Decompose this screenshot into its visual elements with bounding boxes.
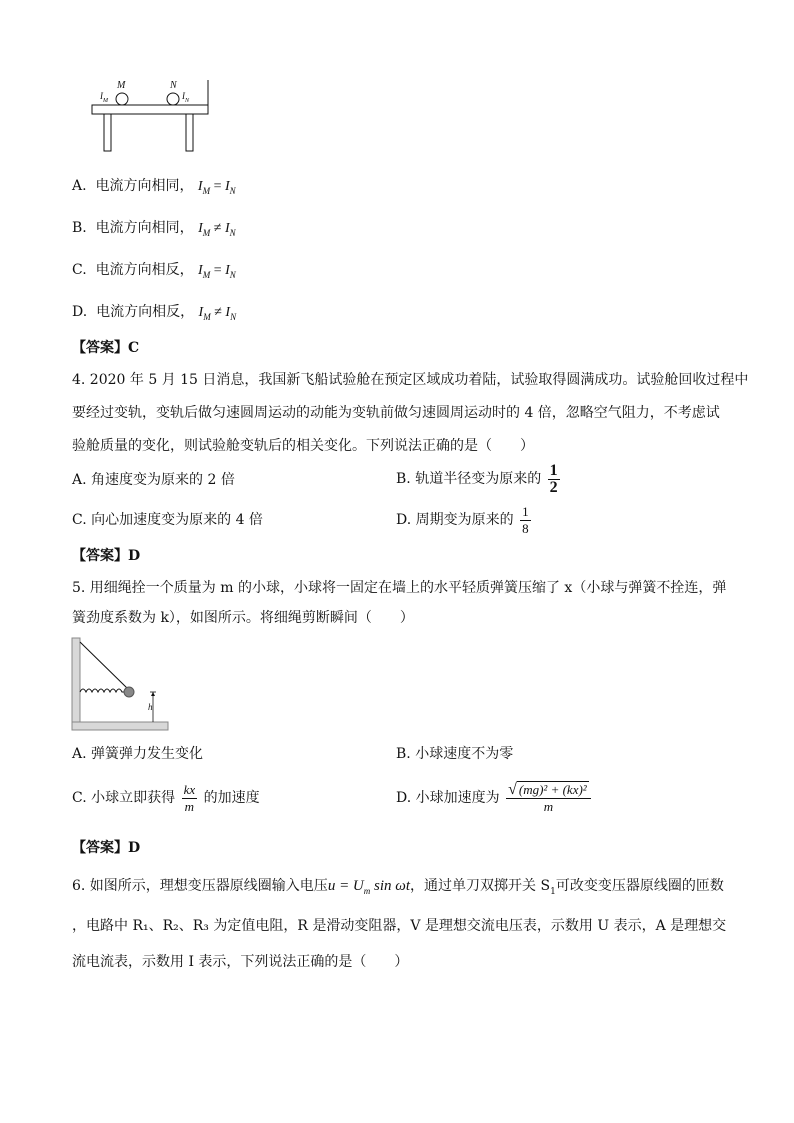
q5-option-c: C. 小球立即获得 $\frac{kx}{m}$ 的加速度 <box>72 781 260 814</box>
q3-answer: 【答案】C <box>72 340 140 356</box>
figure-spring-ball <box>70 636 170 732</box>
q5-answer: 【答案】D <box>72 840 141 856</box>
figure-parallel-wires <box>90 78 215 153</box>
q4-option-c: C. 向心加速度变为原来的 4 倍 <box>72 512 263 528</box>
q3-option-d: D. 电流方向相反， $I_M \ne I_N$ <box>72 304 237 322</box>
q4-stem-line3: 验舱质量的变化，则试验舱变轨后的相关变化。下列说法正确的是（ ） <box>72 438 534 454</box>
q4-stem-line2: 要经过变轨，变轨后做匀速圆周运动的动能为变轨前做匀速圆周运动时的 4 倍，忽略空气阻力，不考虑试 <box>72 405 720 421</box>
figure-spring-ball-drawing <box>70 636 170 732</box>
q4-answer: 【答案】D <box>72 548 141 564</box>
label-h: h <box>148 702 153 712</box>
q6-stem-line2: ，电路中 R₁、R₂、R₃ 为定值电阻，R 是滑动变阻器，V 是理想交流电压表，示数用 U 表示，A 是理想交 <box>72 918 727 934</box>
label-IN: $I_N$ <box>182 91 190 104</box>
label-IM: $I_M$ <box>100 91 108 104</box>
q5-option-b: B. 小球速度不为零 <box>396 746 514 762</box>
q4-stem-line1: 4. 2020 年 5 月 15 日消息，我国新飞船试验舱在预定区域成功着陆，试验取得圆满成功。试验舱回收过程中 <box>72 372 749 388</box>
q5-stem-line1: 5. 用细绳拴一个质量为 m 的小球，小球将一固定在墙上的水平轻质弹簧压缩了 x（小球与弹簧不拴连，弹 <box>72 580 727 596</box>
q4-option-b: B. 轨道半径变为原来的 $\frac{1}{2}$ <box>396 461 558 496</box>
q5-stem-line2: 簧劲度系数为 k），如图所示。将细绳剪断瞬间（ ） <box>72 610 414 626</box>
q3-option-b: B. 电流方向相同， $I_M \ne I_N$ <box>72 220 236 238</box>
q6-stem-line3: 流电流表，示数用 I 表示，下列说法正确的是（ ） <box>72 954 409 970</box>
q3-option-a: A. 电流方向相同， $I_M = I_N$ <box>72 178 236 196</box>
q5-option-a: A. 弹簧弹力发生变化 <box>72 746 204 762</box>
figure-parallel-wires-drawing <box>90 78 215 153</box>
q6-stem-line1: 6. 如图所示，理想变压器原线圈输入电压$u = U_m$ sin ωt，通过单刀双掷开关 $S_1$可改变变压器原线圈的匝数 <box>72 878 724 897</box>
q4-option-a: A. 角速度变为原来的 2 倍 <box>72 472 235 488</box>
q5-option-d: D. 小球加速度为 √ (mg)² + (kx)² m <box>396 776 593 820</box>
q4-option-d: D. 周期变为原来的 $\frac{1}{8}$ <box>396 503 529 536</box>
label-N: N <box>170 80 177 91</box>
label-M: M <box>117 80 126 91</box>
q3-option-c: C. 电流方向相反， $I_M = I_N$ <box>72 262 236 280</box>
